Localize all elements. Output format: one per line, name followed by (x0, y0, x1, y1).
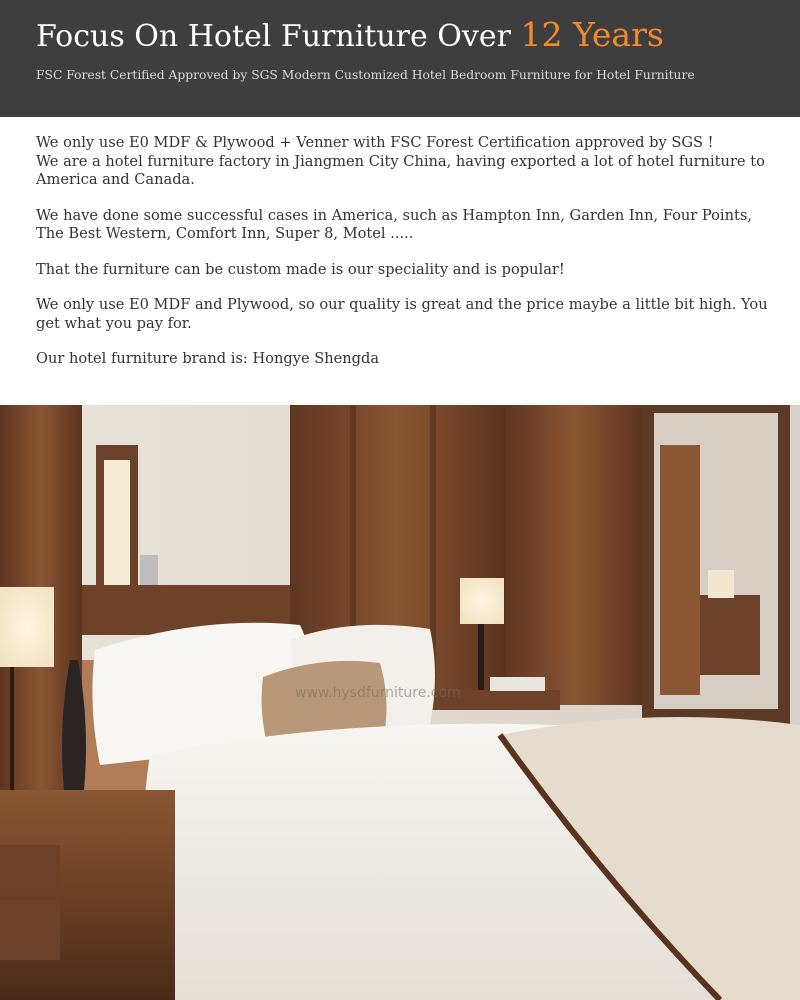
reflected-nightstand (700, 595, 760, 675)
right-wood-wall (505, 405, 645, 705)
lamp-shade-icon (460, 578, 504, 624)
header-banner (0, 0, 800, 117)
books-icon (490, 677, 545, 691)
cases-paragraph: We have done some successful cases in America, such as Hampton Inn, Garden Inn, Four Points, The Best Western, Comfort Inn, Super 8, Motel ..... (36, 206, 752, 242)
page-title (36, 15, 664, 54)
watermark: www.hysdfurniture.com (295, 685, 461, 701)
certification-paragraph (36, 134, 776, 190)
left-lamp-shade-icon (0, 587, 54, 667)
title-prefix: Focus On Hotel Furniture Over (36, 19, 521, 54)
brand-paragraph: Our hotel furniture brand is: Hongye Shengda (36, 350, 380, 367)
factory-line: We are a hotel furniture factory in Jiangmen City China, having exported a lot of hotel furniture to America and Canada. (36, 152, 765, 188)
reflected-wall (660, 445, 700, 695)
certification-line: We only use E0 MDF & Plywood + Venner with FSC Forest Certification approved by SGS ! (36, 134, 714, 151)
lamp-stand (478, 624, 484, 694)
bedroom-photo (0, 405, 800, 1000)
speciality-paragraph: That the furniture can be custom made is our speciality and is popular! (36, 260, 565, 278)
page-subtitle: FSC Forest Certified Approved by SGS Modern Customized Hotel Bedroom Furniture for Hotel Furniture (36, 68, 695, 82)
reflected-lamp-icon (708, 570, 734, 598)
description-text (36, 134, 776, 386)
title-highlight: 12 Years (520, 15, 664, 54)
quality-paragraph: We only use E0 MDF and Plywood, so our quality is great and the price maybe a little bit high. You get what you pay for. (36, 296, 768, 332)
drawer (0, 845, 60, 890)
wall-sconce-icon (104, 460, 130, 600)
mirror-icon (140, 555, 158, 585)
left-nightstand (0, 790, 175, 1000)
bedroom-illustration (0, 405, 800, 1000)
drawer (0, 900, 60, 960)
left-lamp-stand (10, 667, 14, 807)
